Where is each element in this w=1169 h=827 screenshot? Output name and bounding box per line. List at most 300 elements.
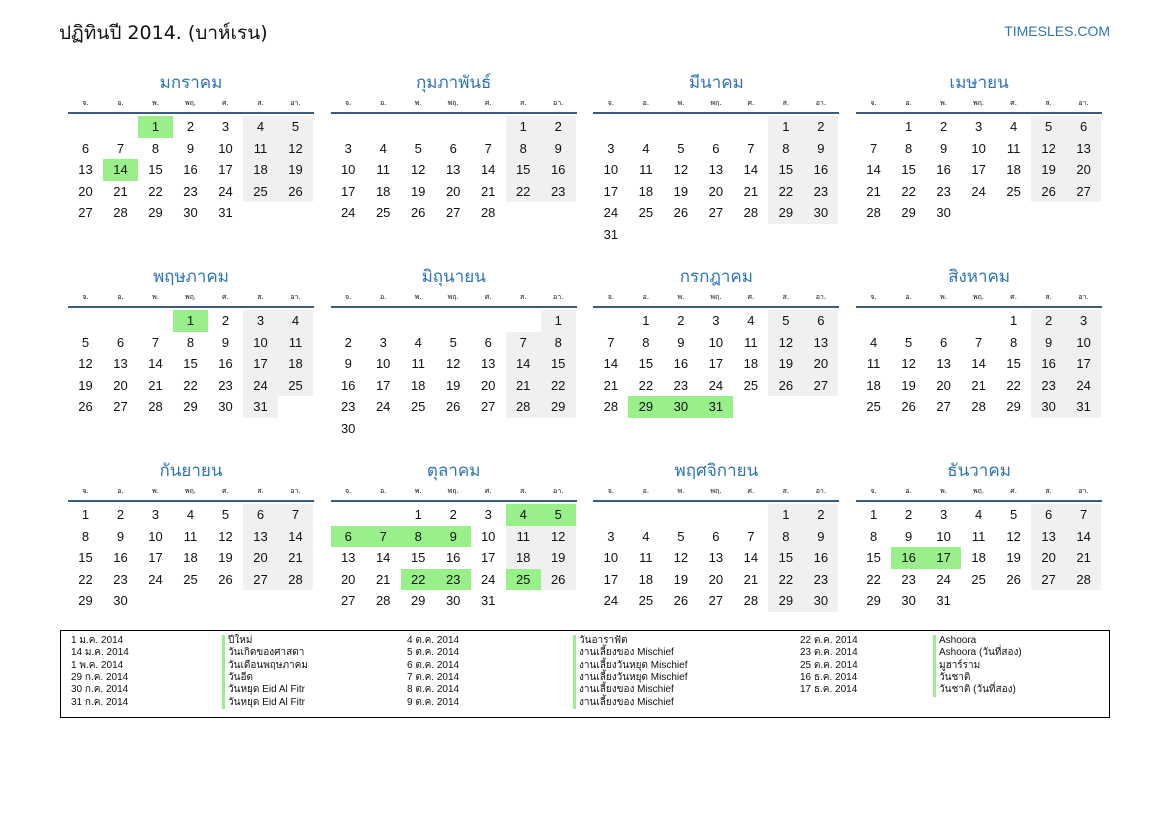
weekday-label: จ. <box>607 293 615 301</box>
day-cell: 18 <box>743 356 759 371</box>
day-cell: 15 <box>541 353 576 375</box>
weekday-label: พฤ. <box>184 293 197 301</box>
day-cell: 17 <box>148 550 163 565</box>
day-cell: 26 <box>901 399 916 414</box>
day-cell: 26 <box>541 569 576 591</box>
holiday-day-cell: 4 <box>506 504 541 526</box>
day-cell: 19 <box>278 159 313 181</box>
day-cell: 25 <box>1006 183 1021 199</box>
day-cell: 28 <box>480 205 496 220</box>
day-cell: 14 <box>866 162 881 177</box>
legend-date: 14 ม.ค. 2014 <box>71 647 129 659</box>
day-cell: 5 <box>677 528 685 544</box>
day-cell: 30 <box>340 420 356 436</box>
holiday-day-cell: 5 <box>541 504 576 526</box>
day-cell: 9 <box>116 528 125 544</box>
day-cell: 17 <box>375 377 391 393</box>
day-cell: 20 <box>708 183 724 199</box>
weekday-label: พฤ. <box>710 293 722 301</box>
day-cell: 20 <box>936 377 951 393</box>
weekday-label: ศ. <box>222 487 229 495</box>
day-cell: 5 <box>278 116 313 138</box>
weekday-label: พ. <box>940 293 948 301</box>
weekday-label: จ. <box>345 293 352 301</box>
weekday-header <box>856 290 1102 308</box>
empty-cell <box>856 116 891 138</box>
legend-holiday-name: วันหยุด Eid Al Fitr <box>222 684 305 697</box>
weekday-label: จ. <box>870 487 877 495</box>
legend-date: 29 ก.ค. 2014 <box>71 671 129 683</box>
day-cell: 6 <box>1066 116 1101 138</box>
weekday-label: พฤ. <box>447 99 459 107</box>
day-cell: 9 <box>344 356 352 371</box>
empty-cell <box>68 310 103 332</box>
weekday-label: อ. <box>642 293 650 301</box>
day-cell: 8 <box>768 138 803 160</box>
month-name: มกราคม <box>159 73 223 93</box>
weekday-label: พฤ. <box>184 99 197 107</box>
weekday-label: พ. <box>414 99 422 107</box>
day-cell: 11 <box>1006 140 1021 156</box>
day-cell: 22 <box>866 571 881 587</box>
legend-date: 23 ต.ค. 2014 <box>800 647 858 659</box>
day-cell: 25 <box>638 593 654 608</box>
day-cell: 2 <box>116 507 125 522</box>
day-cell: 2 <box>803 116 838 138</box>
empty-cell <box>436 310 471 332</box>
weekday-label: ส. <box>257 99 264 107</box>
day-cell: 2 <box>939 119 948 134</box>
day-cell: 12 <box>1031 138 1066 160</box>
day-cell: 8 <box>1009 334 1018 350</box>
day-cell: 5 <box>768 310 803 332</box>
day-cell: 3 <box>221 119 230 134</box>
day-cell: 11 <box>243 138 278 160</box>
day-cell: 19 <box>1006 550 1021 565</box>
day-cell: 26 <box>218 571 233 587</box>
day-cell: 19 <box>541 547 576 569</box>
day-cell: 5 <box>414 140 422 156</box>
weekday-label: อ. <box>379 99 387 107</box>
weekday-label: พ. <box>152 99 159 107</box>
day-grid <box>68 116 314 224</box>
day-cell: 17 <box>243 353 278 375</box>
empty-cell <box>698 116 733 138</box>
day-cell: 4 <box>642 528 650 544</box>
holiday-day-cell: 6 <box>331 526 366 548</box>
day-cell: 31 <box>243 396 278 418</box>
day-cell: 2 <box>677 313 685 328</box>
day-cell: 20 <box>708 571 724 587</box>
day-cell: 16 <box>340 377 356 393</box>
day-cell: 14 <box>480 162 496 177</box>
day-cell: 8 <box>869 528 878 544</box>
day-cell: 20 <box>445 183 461 199</box>
day-cell: 19 <box>410 183 426 199</box>
day-cell: 16 <box>113 550 128 565</box>
empty-cell <box>103 116 138 138</box>
month-name: พฤศจิกายน <box>674 461 759 481</box>
day-cell: 20 <box>1066 159 1101 181</box>
day-cell: 24 <box>603 205 619 220</box>
day-cell: 23 <box>803 569 838 591</box>
weekday-label: อา. <box>1078 99 1089 107</box>
day-cell: 20 <box>1031 547 1066 569</box>
day-cell: 26 <box>278 181 313 203</box>
day-cell: 21 <box>866 183 881 199</box>
weekday-label: ศ. <box>747 293 755 301</box>
day-cell: 22 <box>768 181 803 203</box>
weekday-label: ส. <box>519 487 527 495</box>
weekday-label: อ. <box>117 293 124 301</box>
holiday-day-cell: 29 <box>628 396 663 418</box>
weekday-header <box>331 484 577 502</box>
day-cell: 22 <box>148 183 163 199</box>
day-cell: 18 <box>638 571 654 587</box>
day-cell: 13 <box>243 526 278 548</box>
legend-date: 30 ก.ค. 2014 <box>71 684 129 696</box>
day-cell: 6 <box>449 140 457 156</box>
day-cell: 21 <box>603 377 619 393</box>
day-cell: 3 <box>243 310 278 332</box>
day-grid <box>331 116 577 224</box>
legend-holiday-name: งานเลี้ยงวันหยุด Mischief <box>573 672 687 685</box>
weekday-label: พ. <box>152 487 159 495</box>
day-cell: 15 <box>410 550 426 565</box>
day-cell: 10 <box>1066 332 1101 354</box>
day-cell: 28 <box>148 399 163 414</box>
weekday-label: พฤ. <box>710 487 722 495</box>
day-cell: 20 <box>78 183 93 199</box>
day-cell: 24 <box>375 399 391 414</box>
day-cell: 4 <box>869 334 878 350</box>
day-cell: 27 <box>445 205 461 220</box>
day-cell: 11 <box>744 334 758 350</box>
day-cell: 31 <box>603 226 619 242</box>
day-cell: 14 <box>743 162 759 177</box>
legend-date: 17 ธ.ค. 2014 <box>800 684 858 696</box>
day-grid <box>68 504 314 612</box>
day-cell: 6 <box>116 334 125 350</box>
day-cell: 28 <box>743 205 759 220</box>
legend-date: 22 ต.ค. 2014 <box>800 635 858 646</box>
weekday-label: พฤ. <box>447 487 459 495</box>
weekday-label: ศ. <box>1010 99 1017 107</box>
holiday-day-cell: 31 <box>698 396 733 418</box>
day-cell: 21 <box>743 183 759 199</box>
day-cell: 6 <box>484 334 492 350</box>
empty-cell <box>401 310 436 332</box>
day-cell: 11 <box>411 356 425 371</box>
day-cell: 23 <box>803 181 838 203</box>
day-cell: 6 <box>803 310 838 332</box>
day-cell: 2 <box>1031 310 1066 332</box>
weekday-label: ส. <box>1045 293 1052 301</box>
day-cell: 21 <box>113 183 128 199</box>
day-cell: 21 <box>1066 547 1101 569</box>
weekday-label: ส. <box>519 293 527 301</box>
day-cell: 22 <box>901 183 916 199</box>
day-cell: 4 <box>642 140 650 156</box>
weekday-label: ศ. <box>484 99 492 107</box>
legend-holiday-name: วันชาติ <box>933 672 970 685</box>
month-calendar <box>331 70 577 224</box>
day-cell: 26 <box>410 205 426 220</box>
day-cell: 1 <box>768 116 803 138</box>
day-cell: 15 <box>768 159 803 181</box>
weekday-label: พฤ. <box>973 487 985 495</box>
day-cell: 13 <box>78 162 93 177</box>
day-cell: 18 <box>278 353 313 375</box>
day-cell: 25 <box>278 375 313 397</box>
weekday-label: อา. <box>553 99 564 107</box>
day-cell: 10 <box>971 140 986 156</box>
empty-cell <box>138 310 173 332</box>
day-cell: 29 <box>148 205 163 220</box>
day-cell: 22 <box>78 571 93 587</box>
empty-cell <box>506 310 541 332</box>
month-name: สิงหาคม <box>948 267 1011 287</box>
weekday-label: พ. <box>677 487 685 495</box>
day-cell: 1 <box>1009 313 1018 328</box>
day-grid <box>856 310 1102 418</box>
day-cell: 4 <box>379 140 387 156</box>
weekday-label: พ. <box>940 99 948 107</box>
weekday-label: พ. <box>940 487 948 495</box>
day-cell: 21 <box>743 571 759 587</box>
day-cell: 2 <box>904 507 913 522</box>
weekday-label: ศ. <box>747 487 755 495</box>
day-cell: 24 <box>603 593 619 608</box>
weekday-label: อา. <box>290 99 301 107</box>
day-cell: 18 <box>971 550 986 565</box>
day-cell: 13 <box>1066 138 1101 160</box>
month-name: ตุลาคม <box>426 461 481 481</box>
month-calendar <box>593 264 839 418</box>
day-cell: 12 <box>673 162 689 177</box>
day-grid <box>331 310 577 439</box>
day-cell: 29 <box>541 396 576 418</box>
day-grid <box>593 310 839 418</box>
day-cell: 18 <box>1006 162 1021 177</box>
day-cell: 12 <box>445 356 461 371</box>
day-cell: 11 <box>376 162 390 177</box>
day-cell: 3 <box>712 313 720 328</box>
day-cell: 10 <box>708 334 724 350</box>
day-cell: 2 <box>803 504 838 526</box>
day-cell: 3 <box>484 507 492 522</box>
day-cell: 13 <box>480 356 496 371</box>
day-cell: 17 <box>603 183 619 199</box>
day-cell: 20 <box>243 547 278 569</box>
day-cell: 26 <box>673 205 689 220</box>
empty-cell <box>926 310 961 332</box>
month-name: พฤษภาคม <box>152 267 230 287</box>
weekday-label: ศ. <box>222 99 229 107</box>
day-cell: 15 <box>901 162 916 177</box>
day-cell: 10 <box>243 332 278 354</box>
day-cell: 25 <box>638 205 654 220</box>
weekday-label: อา. <box>553 293 564 301</box>
day-cell: 9 <box>677 334 685 350</box>
holiday-day-cell: 8 <box>401 526 436 548</box>
day-cell: 21 <box>375 571 391 587</box>
day-cell: 19 <box>78 377 93 393</box>
day-cell: 9 <box>803 138 838 160</box>
weekday-label: อา. <box>815 293 827 301</box>
day-cell: 5 <box>221 507 230 522</box>
weekday-label: พฤ. <box>973 293 985 301</box>
weekday-label: ส. <box>1045 487 1052 495</box>
day-cell: 12 <box>410 162 426 177</box>
day-cell: 24 <box>243 375 278 397</box>
weekday-label: อา. <box>553 487 564 495</box>
month-calendar <box>856 458 1102 612</box>
month-name: กุมภาพันธ์ <box>415 73 492 93</box>
empty-cell <box>593 310 628 332</box>
day-cell: 17 <box>480 550 496 565</box>
day-cell: 16 <box>803 547 838 569</box>
page-title: ปฏิทินปี 2014. (บาห์เรน) <box>59 22 268 44</box>
day-grid <box>593 504 839 612</box>
legend-date: 16 ธ.ค. 2014 <box>800 671 858 683</box>
day-cell: 28 <box>1066 569 1101 591</box>
day-cell: 25 <box>375 205 391 220</box>
weekday-label: อ. <box>642 99 650 107</box>
day-cell: 6 <box>243 504 278 526</box>
day-cell: 24 <box>971 183 986 199</box>
day-cell: 22 <box>638 377 654 393</box>
day-cell: 11 <box>639 550 653 565</box>
day-cell: 14 <box>1066 526 1101 548</box>
day-cell: 27 <box>708 205 724 220</box>
weekday-label: อ. <box>905 99 912 107</box>
day-cell: 3 <box>974 119 983 134</box>
holiday-day-cell: 30 <box>663 396 698 418</box>
empty-cell <box>366 504 401 526</box>
day-cell: 10 <box>603 550 619 565</box>
weekday-label: พฤ. <box>710 99 722 107</box>
day-cell: 7 <box>974 334 983 350</box>
day-cell: 25 <box>410 399 426 414</box>
day-cell: 4 <box>747 313 755 328</box>
weekday-header <box>856 484 1102 502</box>
day-cell: 22 <box>183 377 198 393</box>
day-cell: 10 <box>480 528 496 544</box>
day-cell: 31 <box>936 593 951 608</box>
day-cell: 29 <box>183 399 198 414</box>
day-cell: 13 <box>445 162 461 177</box>
empty-cell <box>891 310 926 332</box>
weekday-label: พ. <box>152 293 159 301</box>
day-cell: 24 <box>708 377 724 393</box>
day-cell: 19 <box>901 377 916 393</box>
day-cell: 8 <box>541 332 576 354</box>
weekday-label: จ. <box>345 99 352 107</box>
weekday-label: จ. <box>607 487 615 495</box>
empty-cell <box>436 116 471 138</box>
day-cell: 16 <box>541 159 576 181</box>
day-cell: 25 <box>183 571 198 587</box>
day-cell: 10 <box>218 140 233 156</box>
day-cell: 9 <box>186 140 195 156</box>
day-cell: 30 <box>901 593 916 608</box>
day-cell: 26 <box>768 375 803 397</box>
day-cell: 5 <box>81 334 90 350</box>
day-cell: 25 <box>743 377 759 393</box>
day-cell: 15 <box>638 356 654 371</box>
day-cell: 13 <box>708 550 724 565</box>
weekday-label: จ. <box>870 293 877 301</box>
day-cell: 6 <box>81 140 90 156</box>
weekday-label: พ. <box>414 487 422 495</box>
day-cell: 27 <box>78 205 93 220</box>
day-cell: 29 <box>901 205 916 220</box>
day-cell: 30 <box>113 593 128 608</box>
weekday-label: พ. <box>677 99 685 107</box>
day-cell: 30 <box>936 205 951 220</box>
day-cell: 8 <box>506 138 541 160</box>
day-cell: 27 <box>243 569 278 591</box>
weekday-header <box>593 96 839 114</box>
day-cell: 18 <box>506 547 541 569</box>
day-cell: 1 <box>414 507 422 522</box>
day-cell: 26 <box>1006 571 1021 587</box>
day-cell: 16 <box>218 356 233 371</box>
weekday-label: อา. <box>290 487 301 495</box>
legend-date: 1 ม.ค. 2014 <box>71 635 124 646</box>
day-cell: 21 <box>480 183 496 199</box>
day-cell: 5 <box>904 334 913 350</box>
day-cell: 23 <box>901 571 916 587</box>
holiday-day-cell: 9 <box>436 526 471 548</box>
weekday-label: อา. <box>1078 487 1089 495</box>
day-cell: 4 <box>1009 119 1018 134</box>
day-cell: 13 <box>1031 526 1066 548</box>
empty-cell <box>733 504 768 526</box>
weekday-header <box>331 290 577 308</box>
legend-holiday-name: วันเกิดของศาสดา <box>222 647 304 660</box>
weekday-label: อา. <box>815 99 827 107</box>
weekday-label: อ. <box>905 293 912 301</box>
day-cell: 19 <box>673 571 689 587</box>
holiday-legend <box>60 630 1110 718</box>
month-calendar <box>593 70 839 245</box>
day-cell: 2 <box>541 116 576 138</box>
day-cell: 17 <box>603 571 619 587</box>
site-link[interactable]: TIMESLES.COM <box>1004 23 1110 39</box>
day-cell: 15 <box>506 159 541 181</box>
month-calendar <box>68 264 314 418</box>
day-cell: 20 <box>113 377 128 393</box>
day-cell: 10 <box>375 356 391 371</box>
day-cell: 17 <box>971 162 986 177</box>
day-cell: 3 <box>344 140 352 156</box>
day-cell: 22 <box>768 569 803 591</box>
day-cell: 28 <box>506 396 541 418</box>
day-cell: 18 <box>410 377 426 393</box>
day-cell: 10 <box>936 528 951 544</box>
empty-cell <box>471 116 506 138</box>
empty-cell <box>331 310 366 332</box>
empty-cell <box>471 310 506 332</box>
day-grid <box>856 504 1102 612</box>
day-cell: 3 <box>607 140 615 156</box>
day-cell: 2 <box>344 334 352 350</box>
weekday-header <box>593 484 839 502</box>
day-cell: 1 <box>81 507 90 522</box>
day-cell: 1 <box>642 313 650 328</box>
